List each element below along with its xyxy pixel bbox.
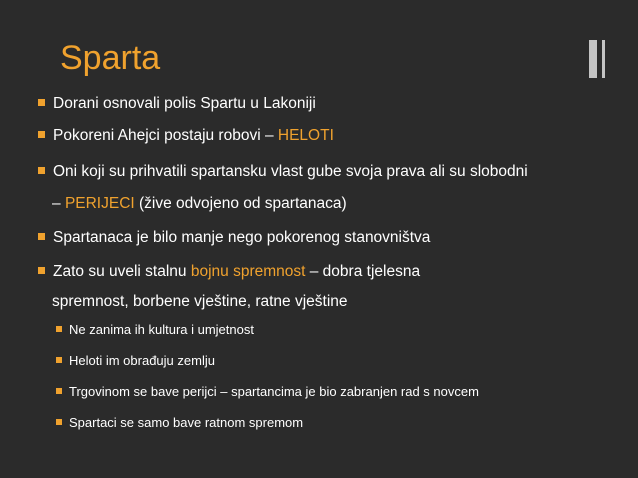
bullet-text: Dorani osnovali polis Spartu u Lakoniji — [53, 95, 316, 112]
bullet-text: – — [52, 195, 65, 212]
sub-bullet-text: Heloti im obrađuju zemlju — [69, 353, 215, 368]
sub-bullet-text: Ne zanima ih kultura i umjetnost — [69, 322, 254, 337]
bullet-square-icon — [38, 267, 45, 274]
bullet-text: – dobra tjelesna — [305, 263, 421, 280]
highlight-term: PERIJECI — [64, 195, 135, 212]
sub-bullet-text: Trgovinom se bave perijci – spartancima je bio zabranjen rad s novcem — [69, 384, 479, 399]
bullet-text: spremnost, borbene vještine, ratne vještine — [52, 293, 348, 310]
bullet-square-icon — [38, 99, 45, 106]
bullet-item — [38, 228, 430, 248]
slide-title: Sparta — [60, 39, 161, 77]
highlight-term: bojnu spremnost — [190, 263, 306, 280]
bullet-text: Pokoreni Ahejci postaju robovi – — [53, 127, 278, 144]
sub-bullet-item — [56, 352, 215, 370]
bullet-continuation — [52, 194, 347, 214]
bullet-square-icon — [56, 357, 62, 363]
bullet-square-icon — [38, 233, 45, 240]
bullet-text: Spartanaca je bilo manje nego pokorenog stanovništva — [53, 229, 431, 246]
bullet-item — [38, 126, 334, 146]
sub-bullet-item — [56, 414, 303, 432]
logo-bar-thick — [589, 40, 597, 78]
bullet-continuation — [52, 292, 348, 312]
bullet-item — [38, 94, 316, 114]
bullet-square-icon — [56, 419, 62, 425]
bullet-item — [38, 262, 420, 282]
bullet-square-icon — [56, 388, 62, 394]
sub-bullet-item — [56, 383, 479, 401]
sub-bullet-text: Spartaci se samo bave ratnom spremom — [69, 415, 304, 430]
bullet-text: (žive odvojeno od spartanaca) — [134, 195, 347, 212]
bullet-text: Zato su uveli stalnu — [53, 263, 191, 280]
logo-bar-thin — [602, 40, 605, 78]
bullet-text: Oni koji su prihvatili spartansku vlast gube svoja prava ali su slobodni — [53, 163, 528, 180]
highlight-term: HELOTI — [277, 127, 334, 144]
bullet-square-icon — [38, 167, 45, 174]
bullet-item — [38, 162, 528, 182]
sub-bullet-item — [56, 321, 254, 339]
logo-bars-icon — [589, 40, 625, 78]
bullet-square-icon — [38, 131, 45, 138]
bullet-square-icon — [56, 326, 62, 332]
